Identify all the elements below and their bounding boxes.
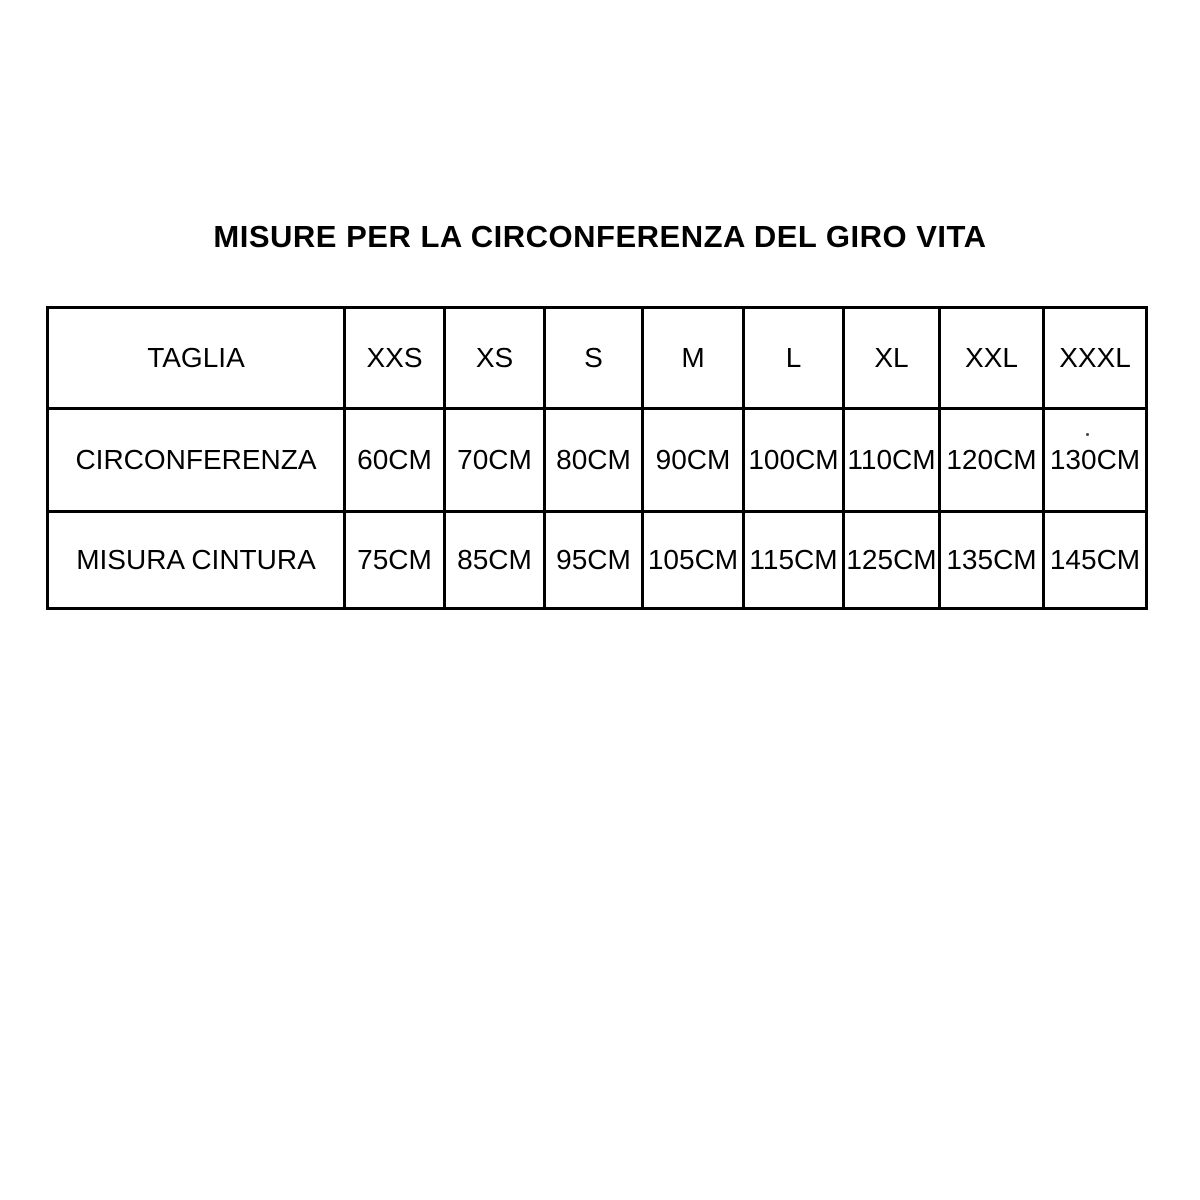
header-cell-xxl: XXL bbox=[940, 308, 1044, 409]
header-cell-xxs: XXS bbox=[345, 308, 445, 409]
misura-cintura-xxs: 75CM bbox=[345, 512, 445, 609]
table-row-circonferenza bbox=[48, 409, 1147, 512]
circonferenza-xs: 70CM bbox=[445, 409, 545, 512]
misura-cintura-l: 115CM bbox=[744, 512, 844, 609]
table-row-misura-cintura bbox=[48, 512, 1147, 609]
header-cell-xl: XL bbox=[844, 308, 940, 409]
header-cell-s: S bbox=[545, 308, 643, 409]
misura-cintura-s: 95CM bbox=[545, 512, 643, 609]
image-speck-artifact bbox=[1086, 433, 1089, 436]
circonferenza-s: 80CM bbox=[545, 409, 643, 512]
misura-cintura-xl: 125CM bbox=[844, 512, 940, 609]
header-cell-l: L bbox=[744, 308, 844, 409]
misura-cintura-m: 105CM bbox=[643, 512, 744, 609]
row-label-misura-cintura: MISURA CINTURA bbox=[48, 512, 345, 609]
circonferenza-l: 100CM bbox=[744, 409, 844, 512]
misura-cintura-xxl: 135CM bbox=[940, 512, 1044, 609]
misura-cintura-xs: 85CM bbox=[445, 512, 545, 609]
row-label-circonferenza: CIRCONFERENZA bbox=[48, 409, 345, 512]
circonferenza-xxs: 60CM bbox=[345, 409, 445, 512]
circonferenza-xl: 110CM bbox=[844, 409, 940, 512]
table-header-row bbox=[48, 308, 1147, 409]
header-cell-xs: XS bbox=[445, 308, 545, 409]
header-cell-m: M bbox=[643, 308, 744, 409]
circonferenza-m: 90CM bbox=[643, 409, 744, 512]
circonferenza-xxxl: 130CM bbox=[1044, 409, 1147, 512]
page-title: MISURE PER LA CIRCONFERENZA DEL GIRO VITA bbox=[213, 219, 987, 254]
header-cell-xxxl: XXXL bbox=[1044, 308, 1147, 409]
misura-cintura-xxxl: 145CM bbox=[1044, 512, 1147, 609]
circonferenza-xxl: 120CM bbox=[940, 409, 1044, 512]
size-chart-table bbox=[46, 306, 1148, 610]
header-cell-taglia: TAGLIA bbox=[48, 308, 345, 409]
